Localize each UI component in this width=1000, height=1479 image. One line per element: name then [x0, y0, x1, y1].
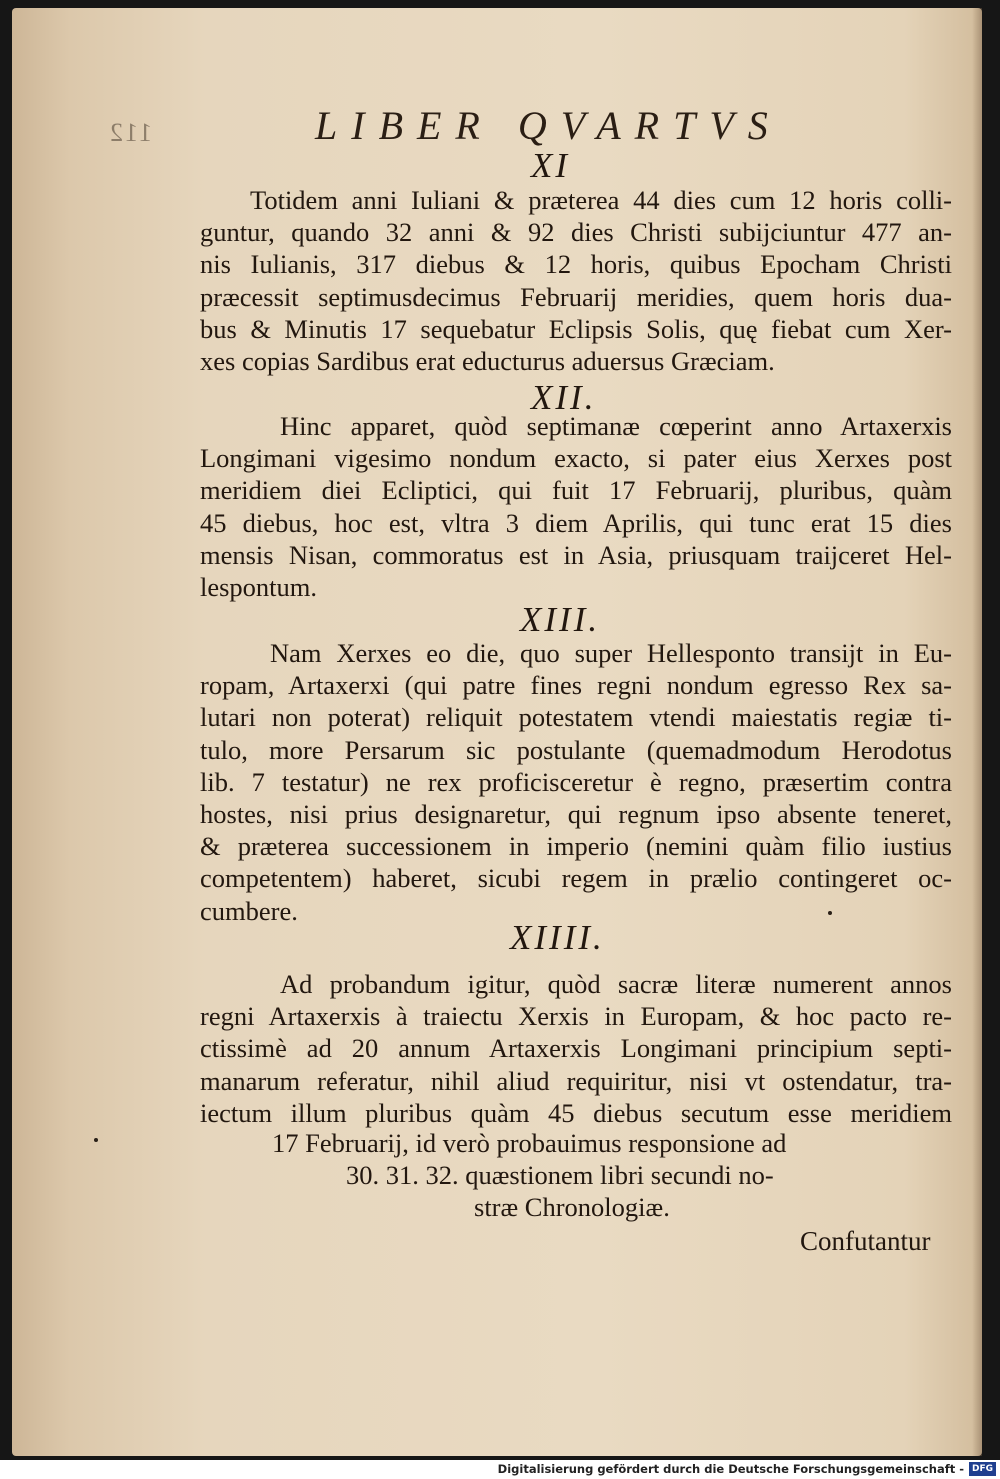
text-line: nis Iulianis, 317 diebus & 12 horis, quibus Epocham Christi — [200, 249, 952, 280]
ink-speck — [94, 1138, 98, 1142]
text-line: Hinc apparet, quòd septimanæ cœperint anno Artaxerxis — [280, 411, 952, 441]
section-xi-text — [200, 184, 952, 377]
text-line: lespontum. — [200, 572, 318, 603]
text-line: hostes, nisi prius designaretur, qui regnum ipso absente teneret, — [200, 799, 952, 830]
section-heading-xiiii: XIIII. — [510, 918, 605, 957]
ink-speck — [828, 911, 832, 915]
text-line: ropam, Artaxerxi (qui patre fines regni nondum egresso Rex sa- — [200, 670, 952, 701]
text-line: iectum illum pluribus quàm 45 diebus secutum esse meridiem — [200, 1097, 952, 1128]
footer-credit: Digitalisierung gefördert durch die Deutsche Forschungsgemeinschaft - — [497, 1462, 964, 1476]
text-line: præcessit septimusdecimus Februarij meridies, quem horis dua- — [200, 281, 952, 312]
text-line: cumbere. — [200, 895, 298, 926]
footer-bar — [0, 1460, 1000, 1479]
text-line: manarum referatur, nihil aliud requiritur, nisi vt ostendatur, tra- — [200, 1065, 952, 1096]
section-xiiii-text — [200, 968, 952, 1129]
text-line: guntur, quando 32 anni & 92 dies Christi subijciuntur 477 an- — [200, 217, 952, 248]
text-line: regni Artaxerxis à traiectu Xerxis in Europam, & hoc pacto re- — [200, 1001, 952, 1032]
closing-line: stræ Chronologiæ. — [474, 1192, 670, 1222]
text-line: competentem) haberet, sicubi regem in prælio contingeret oc- — [200, 863, 952, 894]
text-line: ctissimè ad 20 annum Artaxerxis Longimani principium septi- — [200, 1033, 952, 1064]
text-line: Ad probandum igitur, quòd sacræ literæ numerent annos — [280, 969, 952, 999]
text-line: Longimani vigesimo nondum exacto, si pater eius Xerxes post — [200, 443, 952, 474]
text-line: Nam Xerxes eo die, quo super Hellesponto transijt in Eu- — [270, 638, 952, 668]
running-head: LIBER QVARTVS — [315, 103, 782, 148]
text-line: mensis Nisan, commoratus est in Asia, priusquam traijceret Hel- — [200, 539, 952, 570]
text-line: lib. 7 testatur) ne rex proficisceretur è regno, præsertim contra — [200, 766, 952, 797]
text-line: lutari non poterat) reliquit potestatem vtendi maiestatis regiæ ti- — [200, 702, 952, 733]
text-line: tulo, more Persarum sic postulante (quemadmodum Herodotus — [200, 734, 952, 765]
section-heading-xii: XII. — [531, 378, 597, 417]
text-line: 45 diebus, hoc est, vltra 3 diem Aprilis, qui tunc erat 15 dies — [200, 507, 952, 538]
section-heading-xiii: XIII. — [520, 600, 601, 639]
catchword: Confutantur — [800, 1226, 931, 1256]
text-line: Totidem anni Iuliani & præterea 44 dies cum 12 horis colli- — [250, 185, 952, 215]
closing-line: 17 Februarij, id verò probauimus responsione ad — [272, 1128, 787, 1158]
section-heading-xi: XI — [531, 146, 571, 185]
closing-line: 30. 31. 32. quæstionem libri secundi no- — [346, 1160, 774, 1190]
text-line: xes copias Sardibus erat educturus aduersus Græciam. — [200, 346, 775, 377]
text-line: bus & Minutis 17 sequebatur Eclipsis Solis, quę fiebat cum Xer- — [200, 313, 952, 344]
page-edge-shadow — [972, 8, 982, 1456]
page-number: 112 — [108, 118, 153, 147]
section-xiii-text — [200, 637, 952, 927]
dfg-logo: DFG — [969, 1462, 996, 1476]
section-xii-text — [200, 410, 952, 603]
text-line: meridiem diei Ecliptici, qui fuit 17 Februarij, pluribus, quàm — [200, 475, 952, 506]
text-line: & præterea successionem in imperio (nemini quàm filio iustius — [200, 831, 952, 862]
